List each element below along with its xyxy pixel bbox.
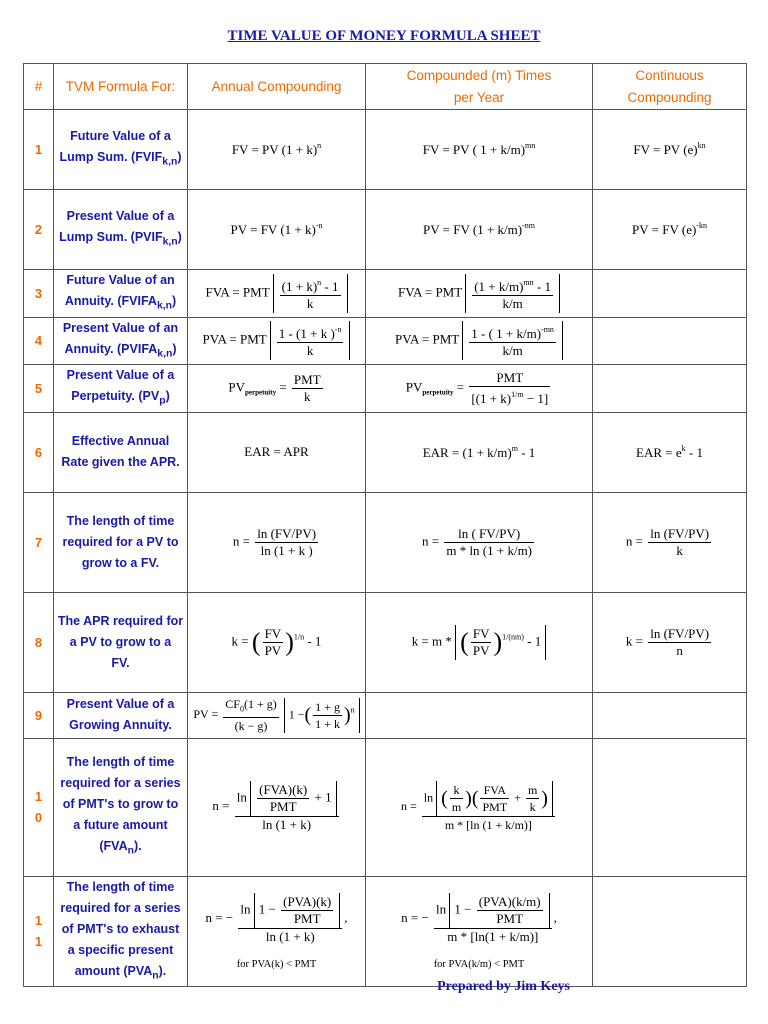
row-description: Future Value of a Lump Sum. $(FVIF_{k,n})$ (54, 110, 188, 190)
formula-continuous-empty (593, 365, 747, 413)
row-description: The length of time required for a PV to grow to a FV. (54, 492, 188, 592)
formula-m-times: EAR = $(1 + k/m)^m - 1$ (366, 412, 593, 492)
formula-m-times: n = − ln 1 − $\frac{\text{(PVA)(k/m)}}{\text{PMT}}$ m * [ln(1 + k/m)] , for PVA(k/m) < PMT (366, 876, 593, 987)
row-number: 1 (24, 110, 54, 190)
row-number: 4 (24, 317, 54, 365)
row-description: Effective Annual Rate given the APR. (54, 412, 188, 492)
formula-m-times: $PV_{perpetuity}$ = $\frac{\text{PMT}}{[(1 + k)^{1/m} - 1]}$ (366, 365, 593, 413)
formula-continuous-empty (593, 738, 747, 876)
formula-continuous-empty (593, 692, 747, 738)
header-m-times: Compounded (m) Times per Year (366, 64, 593, 110)
formula-m-times: PV = FV $(1 + k/m)^{-nm}$ (366, 190, 593, 270)
formula-continuous-empty (593, 876, 747, 987)
row-description: The length of time required for a series of PMT's to exhaust a specific present amount $(PVA_n)$. (54, 876, 188, 987)
formula-annual: n = ln $\frac{\text{(FVA)(k)}}{\text{PMT}}$ + 1 ln (1 + k) (188, 738, 366, 876)
table-row (24, 876, 747, 987)
formula-m-times: k = m * ( $\frac{FV}{PV}$ )$^{1/(nm)}$ - 1 (366, 592, 593, 692)
formula-annual: k = ( $\frac{FV}{PV}$ )$^{1/n}$ - 1 (188, 592, 366, 692)
formula-continuous: FV = PV $(e)^{kn}$ (593, 110, 747, 190)
formula-continuous-empty (593, 270, 747, 318)
table-row (24, 270, 747, 318)
row-description: Present Value of a Lump Sum. $(PVIF_{k,n})$ (54, 190, 188, 270)
formula-annual: PV = $\frac{CF_0(1 + g)}{(k - g)}$ 1 −( $\frac{1 + g}{1 + k}$ )$^n$ (188, 692, 366, 738)
row-number: 1 1 (24, 876, 54, 987)
row-number: 5 (24, 365, 54, 413)
row-description: Present Value of a Perpetuity. $(PV_p)$ (54, 365, 188, 413)
row-description: Future Value of an Annuity. $(FVIFA_{k,n})$ (54, 270, 188, 318)
formula-annual: EAR = APR (188, 412, 366, 492)
formula-table (23, 63, 747, 987)
row-description: Present Value of a Growing Annuity. (54, 692, 188, 738)
table-row (24, 592, 747, 692)
table-row (24, 492, 747, 592)
formula-annual: FV = PV $(1 + k)^n$ (188, 110, 366, 190)
row-number: 1 0 (24, 738, 54, 876)
row-number: 8 (24, 592, 54, 692)
row-description: The APR required for a PV to grow to a FV. (54, 592, 188, 692)
table-row (24, 190, 747, 270)
row-description: The length of time required for a series of PMT's to grow to a future amount $(FVA_n)$. (54, 738, 188, 876)
formula-continuous: k = $\frac{\ln (FV/PV)}{n}$ (593, 592, 747, 692)
header-annual: Annual Compounding (188, 64, 366, 110)
formula-continuous: PV = FV $(e)^{-kn}$ (593, 190, 747, 270)
formula-annual: PVA = PMT $\frac{1 - (1 + k )^{-n}}{k}$ (188, 317, 366, 365)
header-formula-for: TVM Formula For: (54, 64, 188, 110)
table-row (24, 692, 747, 738)
page-title: TIME VALUE OF MONEY FORMULA SHEET (227, 28, 541, 44)
table-row (24, 110, 747, 190)
row-number: 6 (24, 412, 54, 492)
formula-annual: $PV_{perpetuity}$ = $\frac{\text{PMT}}{k}$ (188, 365, 366, 413)
table-row (24, 365, 747, 413)
formula-m-times: FVA = PMT $\frac{(1 + k/m)^{mn} - 1}{k/m}$ (366, 270, 593, 318)
table-header-row (24, 64, 747, 110)
formula-m-times: n = $\frac{\ln ( FV/PV)}{m * \ln (1 + k/m)}$ (366, 492, 593, 592)
formula-m-times: PVA = PMT $\frac{1 - ( 1 + k/m)^{-mn}}{k/m}$ (366, 317, 593, 365)
table-row (24, 738, 747, 876)
formula-note: for PVA(k) < PMT (236, 958, 317, 970)
formula-continuous-empty (593, 317, 747, 365)
row-description: Present Value of an Annuity. $(PVIFA_{k,n})$ (54, 317, 188, 365)
table-row (24, 412, 747, 492)
row-number: 9 (24, 692, 54, 738)
row-number: 2 (24, 190, 54, 270)
formula-annual: PV = FV $(1 + k)^{-n}$ (188, 190, 366, 270)
formula-continuous: n = $\frac{\ln (FV/PV)}{k}$ (593, 492, 747, 592)
formula-m-times-empty (366, 692, 593, 738)
formula-annual: n = $\frac{\ln (FV/PV)}{\ln (1 + k )}$ (188, 492, 366, 592)
formula-continuous: EAR = $e^k - 1$ (593, 412, 747, 492)
formula-m-times: n = ln ( $\frac{k}{m}$ )( $\frac{\text{FVA}}{\text{PMT}}$ + $\frac{m}{k}$ ) m * [ln (1 + k/m)] (366, 738, 593, 876)
formula-annual: FVA = PMT $\frac{(1 + k)^n - 1}{k}$ (188, 270, 366, 318)
formula-note: for PVA(k/m) < PMT (433, 958, 525, 970)
header-continuous: Continuous Compounding (593, 64, 747, 110)
formula-annual: n = − ln 1 − $\frac{\text{(PVA)(k)}}{\text{PMT}}$ ln (1 + k) , for PVA(k) < PMT (188, 876, 366, 987)
header-num: # (24, 64, 54, 110)
author-credit: Prepared by Jim Keys (437, 979, 570, 994)
table-row (24, 317, 747, 365)
row-number: 3 (24, 270, 54, 318)
row-number: 7 (24, 492, 54, 592)
formula-m-times: FV = PV ( 1 + k/m)$^{mn}$ (366, 110, 593, 190)
